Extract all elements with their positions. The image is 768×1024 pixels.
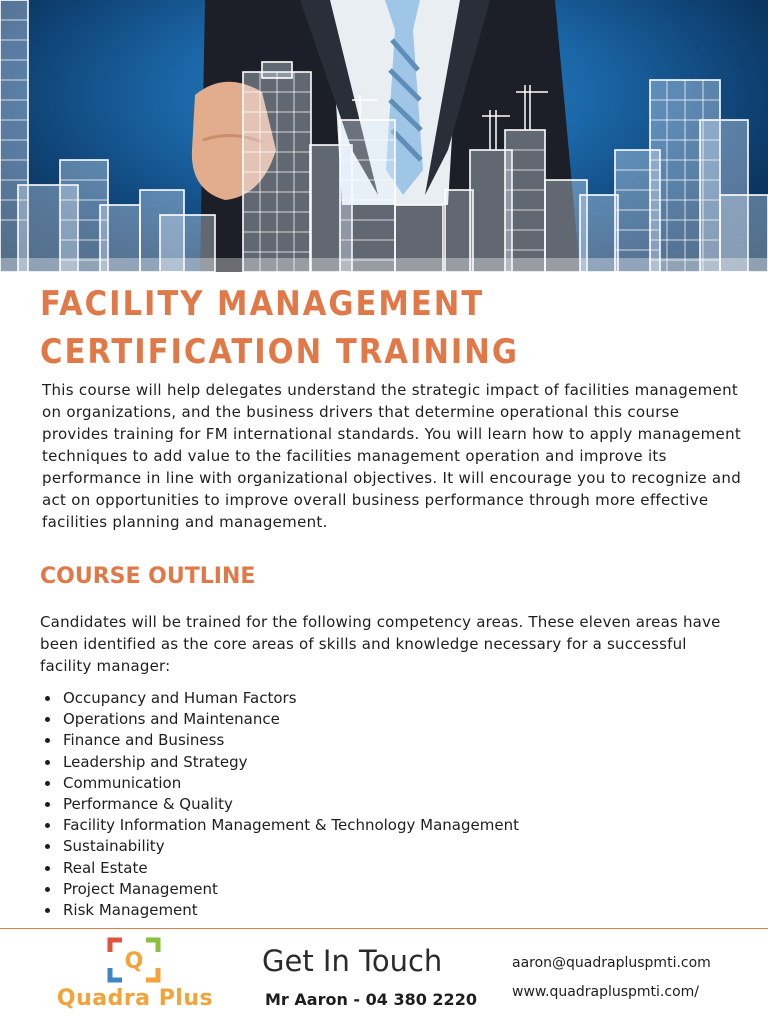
list-item-label: Occupancy and Human Factors	[63, 689, 297, 707]
list-item	[40, 900, 690, 921]
list-item-label: Finance and Business	[63, 731, 225, 750]
quadra-plus-logo-icon	[106, 936, 162, 988]
list-item-label: Communication	[63, 773, 182, 792]
list-item	[40, 879, 690, 900]
list-item-label: Operations and Maintenance	[63, 710, 280, 729]
list-item	[40, 773, 690, 794]
course-outline-heading: COURSE OUTLINE	[40, 564, 256, 589]
bullet-icon	[45, 717, 50, 722]
bullet-icon	[45, 760, 50, 765]
hero-banner	[0, 0, 768, 272]
list-item-label: Project Management	[63, 879, 218, 898]
footer-divider	[0, 928, 768, 929]
contact-website-link[interactable]: www.quadrapluspmti.com/	[512, 984, 699, 1000]
bullet-icon	[45, 844, 50, 849]
city-skyline-illustration	[0, 0, 768, 272]
list-item	[40, 836, 690, 857]
list-item	[40, 858, 690, 879]
list-item-label: Performance & Quality	[63, 795, 233, 814]
contact-name-phone: Mr Aaron - 04 380 2220	[265, 990, 477, 1009]
bullet-icon	[45, 887, 50, 892]
bullet-icon	[45, 866, 50, 871]
logo-letter: Q	[124, 949, 144, 974]
contact-email-link[interactable]: aaron@quadrapluspmti.com	[512, 955, 711, 971]
course-description: This course will help delegates understand the strategic impact of facilities management on organizations, and the business drivers that determine operational this course provides training for FM international standards. You will learn how to apply management techniques to add value to the facilities management operation and improve its performance in line with organizational objectives. It will encourage you to recognize and act on opportunities to improve overall business performance through more effective facilities planning and management.	[42, 381, 742, 531]
list-item-label: Real Estate	[63, 858, 148, 877]
get-in-touch-heading: Get In Touch	[262, 944, 443, 978]
list-item	[40, 752, 690, 773]
list-item	[40, 794, 690, 815]
list-item-label: Facility Information Management & Technology Management	[63, 816, 519, 835]
page-title: FACILITY MANAGEMENT CERTIFICATION TRAINING	[40, 284, 519, 372]
bullet-icon	[45, 802, 50, 807]
list-item-label: Risk Management	[63, 901, 198, 920]
bullet-icon	[45, 823, 50, 828]
course-outline-lead: Candidates will be trained for the following competency areas. These eleven areas have been identified as the core areas of skills and knowledge necessary for a successful facility manager:	[40, 613, 721, 675]
list-item	[40, 730, 690, 751]
bullet-icon	[45, 781, 50, 786]
list-item-label: Sustainability	[63, 837, 165, 856]
course-outline-list	[40, 688, 690, 921]
list-item	[40, 709, 690, 730]
bullet-icon	[45, 908, 50, 913]
bullet-icon	[45, 696, 50, 701]
logo-text: Quadra Plus	[56, 986, 214, 1011]
list-item-label: Leadership and Strategy	[63, 752, 248, 771]
bullet-icon	[45, 738, 50, 743]
list-item	[40, 815, 690, 836]
list-item	[40, 688, 690, 709]
